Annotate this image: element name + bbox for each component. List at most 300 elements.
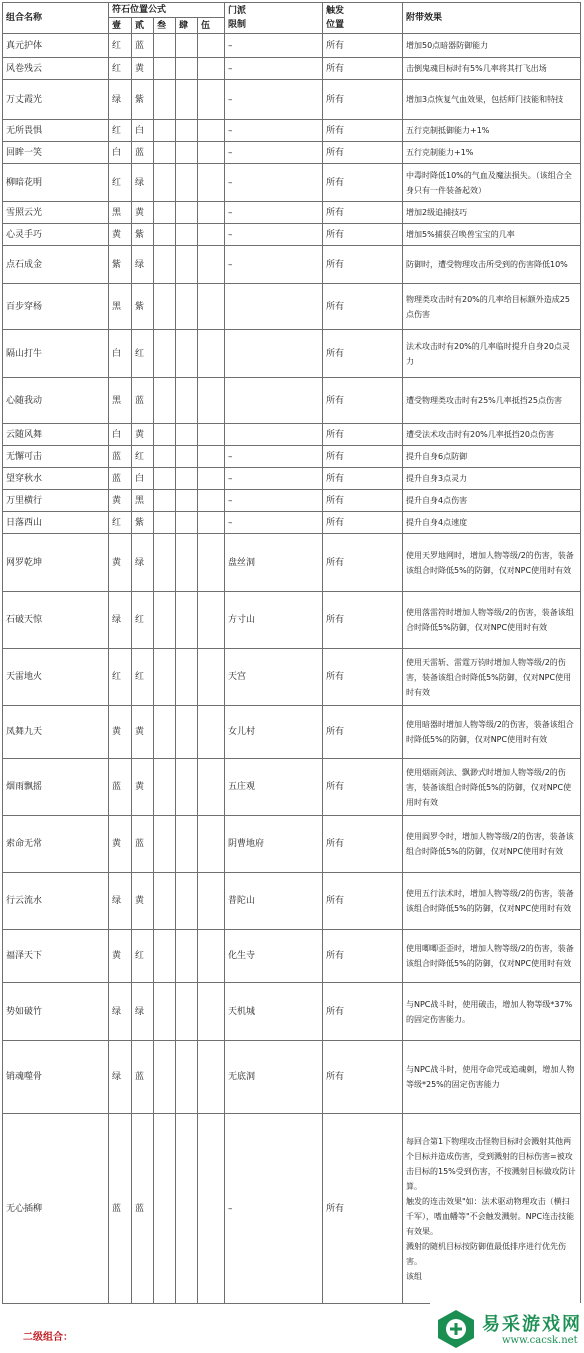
watermark-text: 易采游戏网 (482, 1314, 582, 1335)
sect-limit-cell: – (225, 224, 323, 246)
rune-pos-1-cell: 黄 (109, 490, 132, 512)
trigger-position-cell: 所有 (323, 592, 403, 649)
sect-limit-cell: – (225, 490, 323, 512)
rune-pos-2-cell: 蓝 (132, 378, 154, 424)
rune-pos-1-cell: 蓝 (109, 1114, 132, 1304)
rune-pos-4-cell (176, 284, 198, 330)
table-row (3, 446, 581, 468)
table-row (3, 534, 581, 592)
rune-pos-4-cell (176, 424, 198, 446)
trigger-position-cell: 所有 (323, 816, 403, 873)
table-row (3, 1114, 581, 1304)
rune-pos-2-cell: 紫 (132, 512, 154, 534)
header-sect-limit (225, 3, 323, 34)
rune-pos-5-cell (198, 446, 225, 468)
trigger-position-cell: 所有 (323, 120, 403, 142)
trigger-position-cell: 所有 (323, 649, 403, 706)
rune-pos-4-cell (176, 534, 198, 592)
rune-pos-3-cell (154, 284, 176, 330)
effect-cell: 使用五行法术时，增加人物等级/2的伤害，装备该组合时降低5%的防御，仅对NPC使用时有效 (403, 873, 581, 930)
rune-pos-4-cell (176, 1114, 198, 1304)
combo-name-cell: 销魂噬骨 (3, 1041, 109, 1114)
trigger-position-cell: 所有 (323, 34, 403, 58)
rune-pos-1-cell: 绿 (109, 983, 132, 1041)
combo-name-cell: 回眸一笑 (3, 142, 109, 164)
rune-pos-5-cell (198, 224, 225, 246)
sect-limit-cell: – (225, 202, 323, 224)
rune-pos-4-cell (176, 202, 198, 224)
rune-pos-3-cell (154, 592, 176, 649)
rune-pos-5-cell (198, 592, 225, 649)
combo-name-cell: 石破天惊 (3, 592, 109, 649)
table-row (3, 142, 581, 164)
effect-cell: 五行克制抵御能力+1% (403, 120, 581, 142)
rune-pos-1-cell: 绿 (109, 592, 132, 649)
sect-limit-cell: 化生寺 (225, 930, 323, 983)
rune-pos-2-cell: 白 (132, 468, 154, 490)
combo-name-cell: 百步穿杨 (3, 284, 109, 330)
rune-pos-5-cell (198, 1041, 225, 1114)
table-row (3, 202, 581, 224)
rune-pos-2-cell: 绿 (132, 534, 154, 592)
effect-line: 每回合第1下物理攻击怪物目标时会溅射其他两个目标并造成伤害，受到溅射的目标伤害=被攻击目标的15%受到伤害，不按溅射目标做攻防计算。 (406, 1136, 576, 1191)
rune-pos-2-cell: 黄 (132, 873, 154, 930)
table-row (3, 512, 581, 534)
trigger-position-cell: 所有 (323, 759, 403, 816)
table-row (3, 424, 581, 446)
effect-cell: 遭受物理类攻击时有25%几率抵挡25点伤害 (403, 378, 581, 424)
trigger-position-cell: 所有 (323, 80, 403, 120)
rune-pos-3-cell (154, 164, 176, 202)
rune-pos-1-cell: 红 (109, 58, 132, 80)
rune-pos-4-cell (176, 246, 198, 284)
rune-pos-5-cell (198, 983, 225, 1041)
combo-name-cell: 心随我动 (3, 378, 109, 424)
rune-pos-4-cell (176, 120, 198, 142)
rune-pos-2-cell: 红 (132, 446, 154, 468)
rune-pos-2-cell: 蓝 (132, 1041, 154, 1114)
rune-pos-4-cell (176, 1041, 198, 1114)
header-position-1: 壹 (109, 18, 132, 34)
rune-pos-4-cell (176, 468, 198, 490)
rune-pos-3-cell (154, 930, 176, 983)
trigger-position-cell: 所有 (323, 142, 403, 164)
rune-pos-3-cell (154, 1114, 176, 1304)
rune-pos-2-cell: 绿 (132, 983, 154, 1041)
rune-pos-2-cell: 绿 (132, 164, 154, 202)
rune-pos-5-cell (198, 759, 225, 816)
trigger-position-cell: 所有 (323, 706, 403, 759)
table-row (3, 34, 581, 58)
rune-pos-5-cell (198, 284, 225, 330)
trigger-position-cell: 所有 (323, 424, 403, 446)
combo-name-cell: 福泽天下 (3, 930, 109, 983)
rune-pos-1-cell: 红 (109, 34, 132, 58)
rune-pos-2-cell: 紫 (132, 284, 154, 330)
sect-limit-cell (225, 284, 323, 330)
effect-cell: 提升自身6点防御 (403, 446, 581, 468)
trigger-position-cell: 所有 (323, 490, 403, 512)
rune-pos-4-cell (176, 446, 198, 468)
rune-pos-5-cell (198, 468, 225, 490)
table-row (3, 1041, 581, 1114)
sect-limit-cell: – (225, 246, 323, 284)
table-row (3, 649, 581, 706)
effect-cell: 使用天雷斩、雷霆万钧时增加人物等级/2的伤害，装备该组合时降低5%防御，仅对NPC使用时有效 (403, 649, 581, 706)
effect-cell: 使用烟雨剑法、飘渺式时增加人物等级/2的伤害，装备该组合时降低5%的防御，仅对NPC使用时有效 (403, 759, 581, 816)
rune-pos-2-cell: 黄 (132, 759, 154, 816)
sect-limit-cell: 五庄观 (225, 759, 323, 816)
effect-cell: 遭受法术攻击时有20%几率抵挡20点伤害 (403, 424, 581, 446)
header-combo-name: 组合名称 (3, 3, 109, 34)
rune-pos-1-cell: 红 (109, 649, 132, 706)
rune-pos-1-cell: 黄 (109, 224, 132, 246)
rune-pos-5-cell (198, 34, 225, 58)
rune-pos-3-cell (154, 58, 176, 80)
rune-pos-5-cell (198, 58, 225, 80)
combo-name-cell: 烟雨飘摇 (3, 759, 109, 816)
rune-pos-1-cell: 黑 (109, 202, 132, 224)
table-row (3, 58, 581, 80)
rune-pos-5-cell (198, 378, 225, 424)
header-limit: 限制 (228, 20, 247, 30)
trigger-position-cell: 所有 (323, 58, 403, 80)
rune-pos-1-cell: 黑 (109, 284, 132, 330)
effect-cell: 法术攻击时有20%的几率临时提升自身20点灵力 (403, 330, 581, 378)
header-position-2: 贰 (132, 18, 154, 34)
combo-name-cell: 万里横行 (3, 490, 109, 512)
effect-cell: 防御时，遭受物理攻击所受到的伤害降低10% (403, 246, 581, 284)
table-row (3, 873, 581, 930)
rune-pos-5-cell (198, 649, 225, 706)
rune-pos-4-cell (176, 816, 198, 873)
combo-name-cell: 心灵手巧 (3, 224, 109, 246)
rune-pos-1-cell: 黑 (109, 378, 132, 424)
header-position-4: 肆 (176, 18, 198, 34)
rune-pos-3-cell (154, 816, 176, 873)
rune-pos-1-cell: 白 (109, 424, 132, 446)
rune-pos-3-cell (154, 649, 176, 706)
rune-pos-1-cell: 黄 (109, 930, 132, 983)
trigger-position-cell: 所有 (323, 330, 403, 378)
effect-cell: 与NPC战斗时，使用破击，增加人物等级*37%的固定伤害能力。 (403, 983, 581, 1041)
effect-cell: 使用阎罗令时，增加人物等级/2的伤害，装备该组合时降低5%的防御，仅对NPC使用时有效 (403, 816, 581, 873)
header-position-5: 伍 (198, 18, 225, 34)
table-row (3, 983, 581, 1041)
table-row (3, 284, 581, 330)
combo-name-cell: 网罗乾坤 (3, 534, 109, 592)
combo-name-cell: 日落西山 (3, 512, 109, 534)
rune-pos-2-cell: 红 (132, 330, 154, 378)
trigger-position-cell: 所有 (323, 202, 403, 224)
header-position-3: 叁 (154, 18, 176, 34)
combo-name-cell: 无懈可击 (3, 446, 109, 468)
header-trigger-position (323, 3, 403, 34)
effect-cell: 增加5%捕获召唤兽宝宝的几率 (403, 224, 581, 246)
rune-pos-5-cell (198, 164, 225, 202)
rune-pos-3-cell (154, 378, 176, 424)
sect-limit-cell: 女儿村 (225, 706, 323, 759)
trigger-position-cell: 所有 (323, 983, 403, 1041)
combo-name-cell: 索命无常 (3, 816, 109, 873)
combo-name-cell: 风卷残云 (3, 58, 109, 80)
effect-line: 溅射的随机目标按防御值最低排序进行优先伤害。 (406, 1241, 566, 1266)
rune-pos-2-cell: 白 (132, 120, 154, 142)
rune-pos-1-cell: 紫 (109, 246, 132, 284)
rune-pos-1-cell: 绿 (109, 873, 132, 930)
effect-cell: 使用唧唧歪歪时，增加人物等级/2的伤害，装备该组合时降低5%的防御，仅对NPC使用时有效 (403, 930, 581, 983)
sect-limit-cell: – (225, 468, 323, 490)
sect-limit-cell (225, 378, 323, 424)
rune-pos-3-cell (154, 142, 176, 164)
effect-cell: 物理类攻击时有20%的几率给目标额外造成25点伤害 (403, 284, 581, 330)
rune-pos-5-cell (198, 816, 225, 873)
effect-cell: 增加50点暗器防御能力 (403, 34, 581, 58)
rune-pos-4-cell (176, 34, 198, 58)
rune-pos-4-cell (176, 164, 198, 202)
rune-pos-4-cell (176, 378, 198, 424)
trigger-position-cell: 所有 (323, 468, 403, 490)
rune-pos-4-cell (176, 706, 198, 759)
rune-pos-2-cell: 红 (132, 930, 154, 983)
rune-pos-5-cell (198, 202, 225, 224)
trigger-position-cell: 所有 (323, 512, 403, 534)
header-effect: 附带效果 (403, 3, 581, 34)
sect-limit-cell: – (225, 164, 323, 202)
table-row (3, 468, 581, 490)
rune-pos-5-cell (198, 424, 225, 446)
effect-cell: 使用落雷符时增加人物等级/2的伤害，装备该组合时降低5%防御，仅对NPC使用时有效 (403, 592, 581, 649)
rune-pos-2-cell: 绿 (132, 246, 154, 284)
rune-pos-2-cell: 黄 (132, 424, 154, 446)
rune-pos-4-cell (176, 330, 198, 378)
rune-pos-3-cell (154, 80, 176, 120)
rune-pos-3-cell (154, 246, 176, 284)
sect-limit-cell: 普陀山 (225, 873, 323, 930)
combo-name-cell: 行云流水 (3, 873, 109, 930)
table-row (3, 706, 581, 759)
rune-pos-3-cell (154, 446, 176, 468)
table-row (3, 816, 581, 873)
sect-limit-cell: – (225, 512, 323, 534)
rune-pos-3-cell (154, 706, 176, 759)
rune-pos-1-cell: 红 (109, 120, 132, 142)
header-rune-formula: 符石位置公式 (109, 3, 225, 18)
effect-cell: 提升自身3点灵力 (403, 468, 581, 490)
combo-name-cell: 天雷地火 (3, 649, 109, 706)
rune-pos-3-cell (154, 330, 176, 378)
rune-pos-1-cell: 黄 (109, 534, 132, 592)
rune-pos-5-cell (198, 330, 225, 378)
rune-pos-2-cell: 黄 (132, 58, 154, 80)
combo-name-cell: 真元护体 (3, 34, 109, 58)
rune-pos-5-cell (198, 706, 225, 759)
rune-pos-1-cell: 白 (109, 142, 132, 164)
table-row (3, 378, 581, 424)
effect-cell: 增加3点恢复气血效果，包括师门技能和特技 (403, 80, 581, 120)
header-position: 位置 (326, 20, 345, 30)
combo-name-cell: 望穿秋水 (3, 468, 109, 490)
rune-pos-3-cell (154, 490, 176, 512)
rune-pos-2-cell: 黑 (132, 490, 154, 512)
sect-limit-cell: – (225, 80, 323, 120)
table-row (3, 759, 581, 816)
header-row-top (3, 3, 581, 18)
rune-pos-1-cell: 蓝 (109, 446, 132, 468)
rune-pos-4-cell (176, 512, 198, 534)
combo-name-cell: 雪照云光 (3, 202, 109, 224)
rune-pos-1-cell: 绿 (109, 80, 132, 120)
rune-pos-1-cell: 黄 (109, 816, 132, 873)
trigger-position-cell: 所有 (323, 1041, 403, 1114)
sect-limit-cell: – (225, 34, 323, 58)
table-row (3, 164, 581, 202)
trigger-position-cell: 所有 (323, 246, 403, 284)
rune-pos-3-cell (154, 34, 176, 58)
rune-pos-3-cell (154, 512, 176, 534)
trigger-position-cell: 所有 (323, 446, 403, 468)
sect-limit-cell: 盘丝洞 (225, 534, 323, 592)
table-row (3, 224, 581, 246)
rune-pos-4-cell (176, 490, 198, 512)
effect-cell: 提升自身4点速度 (403, 512, 581, 534)
sect-limit-cell: 天机城 (225, 983, 323, 1041)
sect-limit-cell: 阴曹地府 (225, 816, 323, 873)
rune-pos-1-cell: 绿 (109, 1041, 132, 1114)
combo-name-cell: 点石成金 (3, 246, 109, 284)
table-row (3, 80, 581, 120)
rune-pos-4-cell (176, 592, 198, 649)
rune-pos-3-cell (154, 534, 176, 592)
rune-pos-1-cell: 黄 (109, 706, 132, 759)
rune-pos-2-cell: 黄 (132, 706, 154, 759)
rune-pos-1-cell: 红 (109, 512, 132, 534)
rune-pos-3-cell (154, 1041, 176, 1114)
effect-cell (403, 1114, 581, 1304)
rune-pos-2-cell: 黄 (132, 202, 154, 224)
rune-pos-5-cell (198, 490, 225, 512)
rune-pos-5-cell (198, 246, 225, 284)
effect-line: 触发的连击效果"如：法术驱动物理攻击（横扫千军），嗜血幡等"不会触发溅射。NPC连击技能有效果。 (406, 1196, 575, 1236)
combo-name-cell: 无所畏惧 (3, 120, 109, 142)
combo-name-cell: 柳暗花明 (3, 164, 109, 202)
trigger-position-cell: 所有 (323, 164, 403, 202)
trigger-position-cell: 所有 (323, 534, 403, 592)
sect-limit-cell: – (225, 142, 323, 164)
rune-pos-3-cell (154, 120, 176, 142)
sect-limit-cell: 方寸山 (225, 592, 323, 649)
rune-pos-5-cell (198, 512, 225, 534)
rune-pos-4-cell (176, 80, 198, 120)
sect-limit-cell (225, 424, 323, 446)
table-row (3, 246, 581, 284)
rune-pos-2-cell: 红 (132, 592, 154, 649)
combo-name-cell: 无心插柳 (3, 1114, 109, 1304)
sect-limit-cell (225, 330, 323, 378)
sect-limit-cell: – (225, 58, 323, 80)
rune-pos-4-cell (176, 649, 198, 706)
table-body (3, 34, 581, 1304)
combo-name-cell: 凤舞九天 (3, 706, 109, 759)
rune-pos-1-cell: 蓝 (109, 468, 132, 490)
rune-pos-3-cell (154, 468, 176, 490)
rune-pos-4-cell (176, 983, 198, 1041)
rune-pos-3-cell (154, 224, 176, 246)
rune-pos-5-cell (198, 142, 225, 164)
rune-pos-5-cell (198, 930, 225, 983)
effect-line: 该组 (406, 1271, 422, 1281)
rune-pos-1-cell: 白 (109, 330, 132, 378)
secondary-combo-heading: 二级组合： (23, 1332, 73, 1343)
rune-pos-4-cell (176, 224, 198, 246)
rune-pos-1-cell: 蓝 (109, 759, 132, 816)
combo-name-cell: 势如破竹 (3, 983, 109, 1041)
rune-pos-5-cell (198, 873, 225, 930)
effect-cell: 使用暗器时增加人物等级/2的伤害，装备该组合时降低5%的防御，仅对NPC使用时有效 (403, 706, 581, 759)
rune-pos-4-cell (176, 142, 198, 164)
sect-limit-cell: 天宫 (225, 649, 323, 706)
sect-limit-cell: – (225, 120, 323, 142)
watermark-url: www.cacsk.net (502, 1335, 578, 1346)
rune-pos-2-cell: 蓝 (132, 816, 154, 873)
table-row (3, 330, 581, 378)
ecai-logo-icon (436, 1309, 476, 1349)
rune-pos-2-cell: 蓝 (132, 34, 154, 58)
rune-pos-3-cell (154, 202, 176, 224)
rune-pos-5-cell (198, 534, 225, 592)
effect-cell: 与NPC战斗时，使用夺命咒或追魂刺，增加人物等级*25%的固定伤害能力 (403, 1041, 581, 1114)
rune-pos-5-cell (198, 120, 225, 142)
rune-pos-2-cell: 蓝 (132, 142, 154, 164)
trigger-position-cell: 所有 (323, 284, 403, 330)
rune-pos-2-cell: 紫 (132, 80, 154, 120)
combo-name-cell: 云随风舞 (3, 424, 109, 446)
table-row (3, 490, 581, 512)
effect-cell: 使用天罗地网时，增加人物等级/2的伤害，装备该组合时降低5%的防御，仅对NPC使用时有效 (403, 534, 581, 592)
rune-pos-5-cell (198, 1114, 225, 1304)
trigger-position-cell: 所有 (323, 930, 403, 983)
trigger-position-cell: 所有 (323, 378, 403, 424)
rune-pos-2-cell: 紫 (132, 224, 154, 246)
rune-pos-4-cell (176, 759, 198, 816)
table-row (3, 120, 581, 142)
sect-limit-cell: – (225, 446, 323, 468)
rune-pos-4-cell (176, 930, 198, 983)
rune-pos-2-cell: 红 (132, 649, 154, 706)
effect-cell: 增加2级追捕技巧 (403, 202, 581, 224)
table-row (3, 930, 581, 983)
trigger-position-cell: 所有 (323, 1114, 403, 1304)
rune-pos-4-cell (176, 873, 198, 930)
header-sect: 门派 (228, 6, 247, 16)
trigger-position-cell: 所有 (323, 224, 403, 246)
effect-cell: 提升自身4点伤害 (403, 490, 581, 512)
combo-name-cell: 隔山打牛 (3, 330, 109, 378)
rune-combination-table (2, 2, 581, 1304)
combo-name-cell: 万丈霞光 (3, 80, 109, 120)
rune-pos-2-cell: 蓝 (132, 1114, 154, 1304)
rune-pos-5-cell (198, 80, 225, 120)
site-watermark (430, 1303, 584, 1353)
header-trigger: 触发 (326, 6, 345, 16)
sect-limit-cell: 无底洞 (225, 1041, 323, 1114)
rune-pos-1-cell: 红 (109, 164, 132, 202)
rune-pos-3-cell (154, 759, 176, 816)
rune-pos-4-cell (176, 58, 198, 80)
rune-pos-3-cell (154, 424, 176, 446)
trigger-position-cell: 所有 (323, 873, 403, 930)
rune-pos-3-cell (154, 873, 176, 930)
